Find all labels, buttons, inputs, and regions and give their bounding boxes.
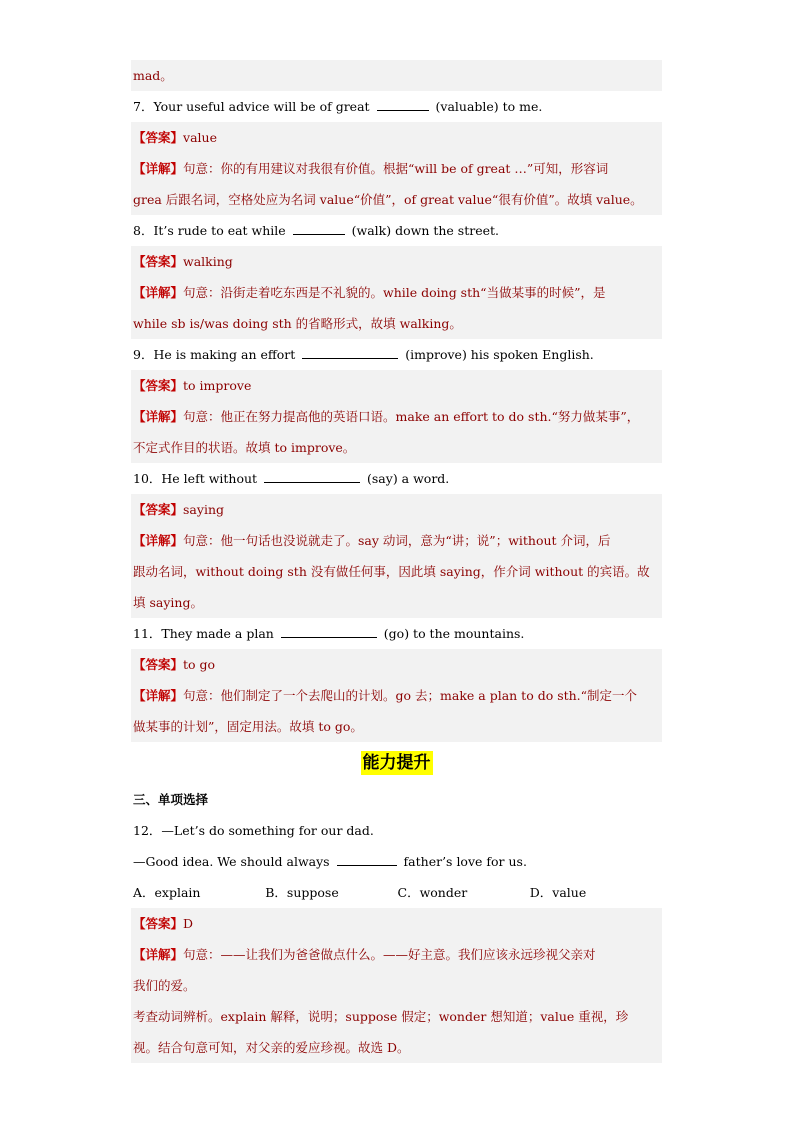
detail-text: 视。结合句意可知，对父亲的爱应珍视。故选 D。 bbox=[133, 1040, 410, 1055]
option-a: A．explain bbox=[133, 885, 201, 900]
detail-tag: 【详解】 bbox=[133, 947, 184, 962]
detail-12-line2 bbox=[131, 970, 662, 1001]
detail-text: 做某事的计划”，固定用法。故填 to go。 bbox=[133, 719, 363, 734]
question-12-line2 bbox=[131, 846, 662, 877]
answer-11 bbox=[131, 649, 662, 680]
question-text: (say) a word. bbox=[363, 471, 450, 486]
question-text: 12．—Let’s do something for our dad. bbox=[133, 823, 374, 838]
question-11 bbox=[131, 618, 662, 649]
question-text: (go) to the mountains. bbox=[379, 626, 525, 641]
detail-text: 句意：他正在努力提高他的英语口语。make an effort to do sth.“努力做某事”， bbox=[183, 409, 640, 424]
question-text: 8．It’s rude to eat while bbox=[133, 223, 290, 238]
detail-10-line1 bbox=[131, 525, 662, 556]
detail-7-line2 bbox=[131, 184, 662, 215]
exercise-content bbox=[131, 60, 662, 1063]
question-text: 11．They made a plan bbox=[133, 626, 278, 641]
detail-tag: 【详解】 bbox=[133, 688, 184, 703]
detail-12-line1 bbox=[131, 939, 662, 970]
detail-text: 句意：他一句话也没说就走了。say 动词，意为“讲；说”；without 介词，后 bbox=[183, 533, 611, 548]
detail-text: 句意：你的有用建议对我很有价值。根据“will be of great …”可知，形容词 bbox=[183, 161, 609, 176]
prev-detail-tail bbox=[131, 60, 662, 91]
question-text: 9．He is making an effort bbox=[133, 347, 300, 362]
detail-text: 跟动名词，without doing sth 没有做任何事，因此填 saying，作介词 without 的宾语。故 bbox=[133, 564, 650, 579]
answer-8 bbox=[131, 246, 662, 277]
detail-11-line1 bbox=[131, 680, 662, 711]
answer-blank bbox=[281, 625, 377, 638]
detail-text: 不定式作目的状语。故填 to improve。 bbox=[133, 440, 356, 455]
question-9 bbox=[131, 339, 662, 370]
detail-text: 考查动词辨析。explain 解释，说明；suppose 假定；wonder 想知道；value 重视，珍 bbox=[133, 1009, 629, 1024]
detail-10-line2 bbox=[131, 556, 662, 587]
answer-tag: 【答案】 bbox=[133, 254, 184, 269]
answer-7 bbox=[131, 122, 662, 153]
question-text: —Good idea. We should always bbox=[133, 854, 334, 869]
detail-text: while sb is/was doing sth 的省略形式，故填 walking。 bbox=[133, 316, 462, 331]
question-12-options bbox=[131, 877, 662, 908]
answer-tag: 【答案】 bbox=[133, 916, 184, 931]
detail-12-line3 bbox=[131, 1001, 662, 1032]
sub-heading bbox=[131, 784, 662, 815]
option-c: C．wonder bbox=[397, 885, 468, 900]
detail-9-line2 bbox=[131, 432, 662, 463]
answer-text: to go bbox=[183, 657, 216, 672]
question-text: (improve) his spoken English. bbox=[401, 347, 594, 362]
detail-text: 句意：沿街走着吃东西是不礼貌的。while doing sth“当做某事的时候”，是 bbox=[183, 285, 606, 300]
answer-12 bbox=[131, 908, 662, 939]
question-text: father’s love for us. bbox=[399, 854, 527, 869]
answer-tag: 【答案】 bbox=[133, 502, 184, 517]
sub-title: 三、单项选择 bbox=[133, 792, 209, 807]
answer-blank bbox=[293, 222, 345, 235]
detail-8-line2 bbox=[131, 308, 662, 339]
detail-tag: 【详解】 bbox=[133, 533, 184, 548]
detail-tag: 【详解】 bbox=[133, 285, 184, 300]
detail-text: mad。 bbox=[133, 68, 173, 83]
answer-blank bbox=[302, 346, 398, 359]
question-text: (valuable) to me. bbox=[431, 99, 543, 114]
question-7 bbox=[131, 91, 662, 122]
detail-text: grea 后跟名词，空格处应为名词 value“价值”，of great value“很有价值”。故填 value。 bbox=[133, 192, 643, 207]
detail-11-line2 bbox=[131, 711, 662, 742]
detail-text: 句意：——让我们为爸爸做点什么。——好主意。我们应该永远珍视父亲对 bbox=[183, 947, 596, 962]
question-12-line1 bbox=[131, 815, 662, 846]
detail-tag: 【详解】 bbox=[133, 161, 184, 176]
section-heading bbox=[131, 742, 662, 784]
detail-tag: 【详解】 bbox=[133, 409, 184, 424]
question-text: 7．Your useful advice will be of great bbox=[133, 99, 374, 114]
answer-tag: 【答案】 bbox=[133, 657, 184, 672]
answer-blank bbox=[377, 98, 429, 111]
answer-10 bbox=[131, 494, 662, 525]
question-8 bbox=[131, 215, 662, 246]
question-text: (walk) down the street. bbox=[347, 223, 499, 238]
answer-text: D bbox=[183, 916, 194, 931]
answer-tag: 【答案】 bbox=[133, 378, 184, 393]
answer-text: saying bbox=[183, 502, 224, 517]
answer-text: walking bbox=[183, 254, 233, 269]
detail-7-line1 bbox=[131, 153, 662, 184]
answer-text: to improve bbox=[183, 378, 252, 393]
answer-tag: 【答案】 bbox=[133, 130, 184, 145]
detail-9-line1 bbox=[131, 401, 662, 432]
detail-text: 句意：他们制定了一个去爬山的计划。go 去；make a plan to do sth.“制定一个 bbox=[183, 688, 638, 703]
question-text: 10．He left without bbox=[133, 471, 262, 486]
question-10 bbox=[131, 463, 662, 494]
detail-text: 我们的爱。 bbox=[133, 978, 196, 993]
detail-text: 填 saying。 bbox=[133, 595, 203, 610]
answer-blank bbox=[264, 470, 360, 483]
option-b: B．suppose bbox=[265, 885, 339, 900]
answer-text: value bbox=[183, 130, 217, 145]
detail-10-line3 bbox=[131, 587, 662, 618]
detail-8-line1 bbox=[131, 277, 662, 308]
section-title: 能力提升 bbox=[362, 753, 431, 773]
option-d: D．value bbox=[529, 885, 587, 900]
detail-12-line4 bbox=[131, 1032, 662, 1063]
answer-blank bbox=[337, 853, 397, 866]
answer-9 bbox=[131, 370, 662, 401]
